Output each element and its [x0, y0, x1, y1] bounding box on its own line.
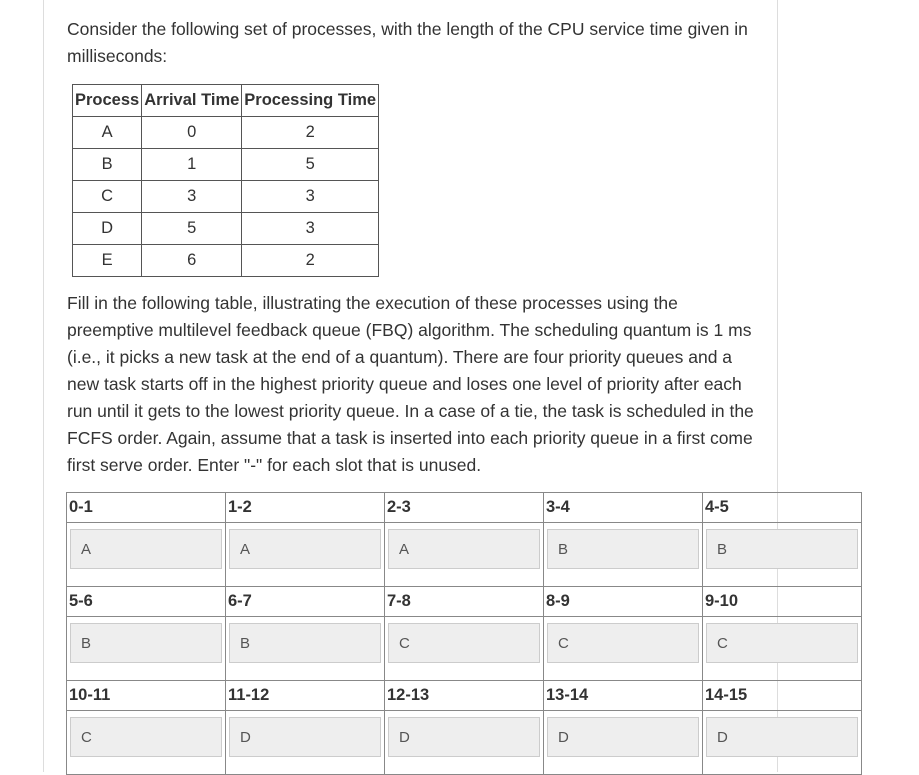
- arrival-time: 1: [142, 149, 242, 181]
- slot-label: 5-6: [67, 587, 226, 617]
- header-arrival-time: Arrival Time: [142, 85, 242, 117]
- process-name: E: [73, 245, 142, 277]
- arrival-time: 0: [142, 117, 242, 149]
- slot-answer-field[interactable]: C: [388, 623, 540, 663]
- slot-cell: [544, 523, 703, 587]
- slot-answer-field[interactable]: B: [229, 623, 381, 663]
- process-row-e: [73, 245, 379, 277]
- slot-answer-field[interactable]: D: [706, 717, 858, 757]
- slot-answer-field[interactable]: B: [547, 529, 699, 569]
- header-process: Process: [73, 85, 142, 117]
- slot-label: 11-12: [226, 681, 385, 711]
- process-table-header-row: [73, 85, 379, 117]
- slot-label: 9-10: [703, 587, 862, 617]
- slot-answer-field[interactable]: C: [706, 623, 858, 663]
- slot-answer-field[interactable]: C: [547, 623, 699, 663]
- processing-time: 5: [242, 149, 379, 181]
- slot-label: 4-5: [703, 493, 862, 523]
- slot-label: 10-11: [67, 681, 226, 711]
- slot-label-row: [67, 587, 862, 617]
- slot-answer-field[interactable]: A: [229, 529, 381, 569]
- slot-answer-row: [67, 523, 862, 587]
- slot-answer-field[interactable]: D: [547, 717, 699, 757]
- schedule-table: [66, 492, 862, 775]
- process-table: [72, 84, 379, 277]
- slot-label: 3-4: [544, 493, 703, 523]
- processing-time: 2: [242, 245, 379, 277]
- slot-answer-field[interactable]: D: [388, 717, 540, 757]
- slot-label: 2-3: [385, 493, 544, 523]
- slot-cell: [703, 711, 862, 775]
- slot-cell: [703, 523, 862, 587]
- slot-answer-field[interactable]: A: [70, 529, 222, 569]
- slot-cell: [385, 617, 544, 681]
- slot-answer-field[interactable]: B: [706, 529, 858, 569]
- slot-cell: [226, 617, 385, 681]
- left-border-line: [43, 0, 44, 772]
- slot-cell: [385, 523, 544, 587]
- slot-answer-field[interactable]: C: [70, 717, 222, 757]
- slot-answer-row: [67, 617, 862, 681]
- process-row-c: [73, 181, 379, 213]
- slot-label: 13-14: [544, 681, 703, 711]
- slot-answer-field[interactable]: D: [229, 717, 381, 757]
- slot-label: 7-8: [385, 587, 544, 617]
- slot-label: 6-7: [226, 587, 385, 617]
- process-row-a: [73, 117, 379, 149]
- slot-label: 8-9: [544, 587, 703, 617]
- process-row-d: [73, 213, 379, 245]
- slot-cell: [703, 617, 862, 681]
- slot-label-row: [67, 493, 862, 523]
- arrival-time: 6: [142, 245, 242, 277]
- slot-cell: [67, 617, 226, 681]
- processing-time: 3: [242, 213, 379, 245]
- arrival-time: 3: [142, 181, 242, 213]
- slot-label: 12-13: [385, 681, 544, 711]
- process-name: A: [73, 117, 142, 149]
- slot-answer-row: [67, 711, 862, 775]
- slot-label: 1-2: [226, 493, 385, 523]
- slot-cell: [544, 617, 703, 681]
- header-processing-time: Processing Time: [242, 85, 379, 117]
- slot-cell: [67, 711, 226, 775]
- slot-label-row: [67, 681, 862, 711]
- slot-cell: [385, 711, 544, 775]
- process-row-b: [73, 149, 379, 181]
- processing-time: 2: [242, 117, 379, 149]
- question-instructions: Fill in the following table, illustrating the execution of these processes using the preemptive multilevel feedback queue (FBQ) algorithm. The scheduling quantum is 1 ms (i.e., it picks a new task at the end of a quantum). There are four priority queues and a new task starts off in the highest priority queue and loses one level of priority after each run until it gets to the lowest priority queue. In a case of a tie, the task is scheduled in the FCFS order. Again, assume that a task is inserted into each priority queue in a first come first serve order. Enter "-" for each slot that is unused.: [67, 293, 754, 475]
- slot-label: 14-15: [703, 681, 862, 711]
- processing-time: 3: [242, 181, 379, 213]
- slot-cell: [226, 523, 385, 587]
- slot-cell: [226, 711, 385, 775]
- process-name: B: [73, 149, 142, 181]
- slot-cell: [544, 711, 703, 775]
- process-name: C: [73, 181, 142, 213]
- slot-answer-field[interactable]: A: [388, 529, 540, 569]
- arrival-time: 5: [142, 213, 242, 245]
- slot-label: 0-1: [67, 493, 226, 523]
- process-name: D: [73, 213, 142, 245]
- question-intro: Consider the following set of processes, with the length of the CPU service time given in milliseconds:: [67, 19, 748, 66]
- slot-cell: [67, 523, 226, 587]
- slot-answer-field[interactable]: B: [70, 623, 222, 663]
